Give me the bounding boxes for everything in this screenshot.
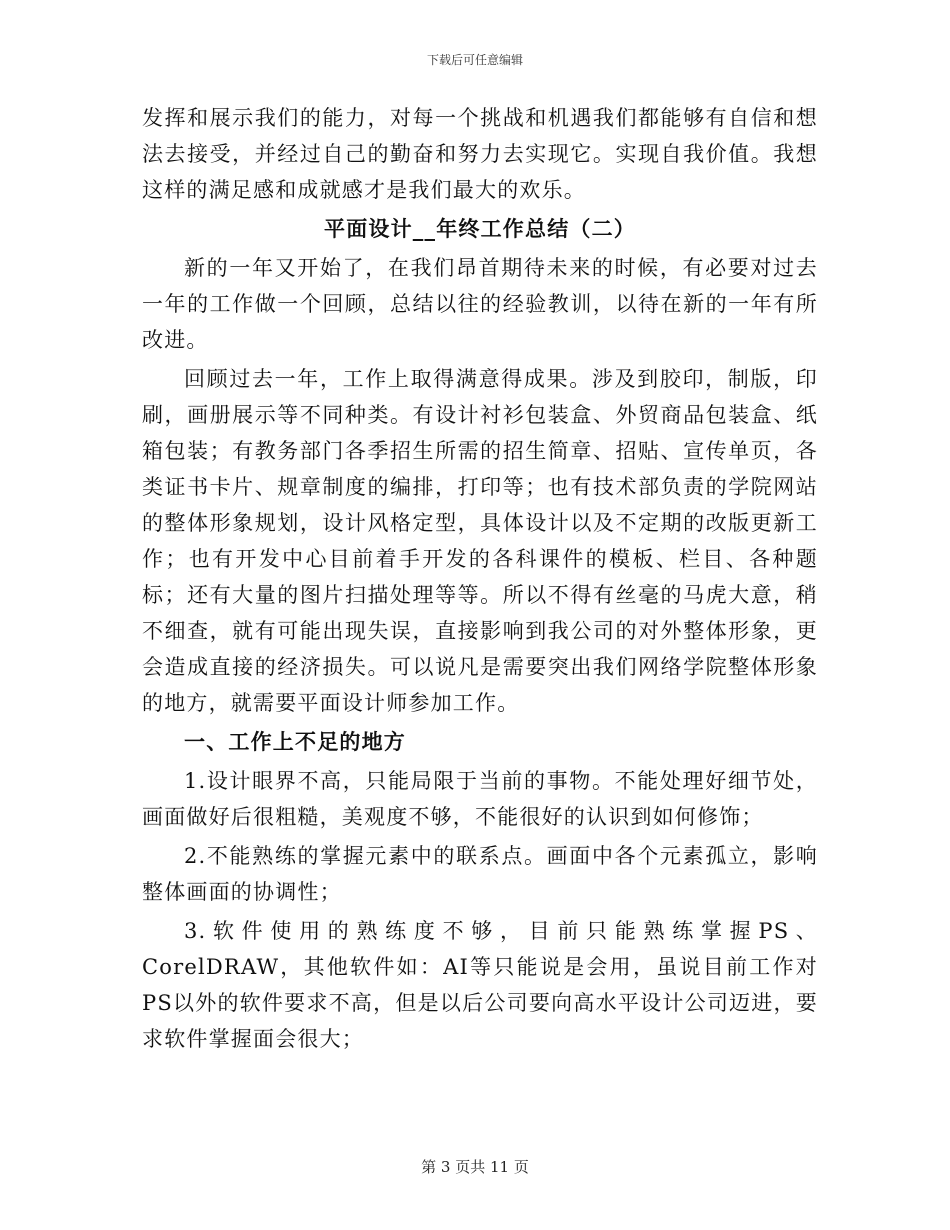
paragraph-continuation: 发挥和展示我们的能力，对每一个挑战和机遇我们都能够有自信和想法去接受，并经过自己的勤奋和努力去实现它。实现自我价值。我想这样的满足感和成就感才是我们最大的欢乐。 xyxy=(142,106,818,202)
list-item-3: 3.软件使用的熟练度不够，目前只能熟练掌握PS、CorelDRAW，其他软件如：AI等只能说是会用，虽说目前工作对PS以外的软件要求不高，但是以后公司要向高水平设计公司迈进，要求软件掌握面会很大； xyxy=(142,919,818,1051)
list-item-1: 1.设计眼界不高，只能局限于当前的事物。不能处理好细节处，画面做好后很粗糙，美观度不够，不能很好的认识到如何修饰； xyxy=(142,769,818,829)
paragraph-review: 回顾过去一年，工作上取得满意得成果。涉及到胶印，制版，印刷，画册展示等不同种类。有设计衬衫包装盒、外贸商品包装盒、纸箱包装；有教务部门各季招生所需的招生简章、招贴、宣传单页，各类证书卡片、规章制度的编排，打印等；也有技术部负责的学院网站的整体形象规划，设计风格定型，具体设计以及不定期的改版更新工作；也有开发中心目前着手开发的各科课件的模板、栏目、各种题标；还有大量的图片扫描处理等等。所以不得有丝毫的马虎大意，稍不细查，就有可能出现失误，直接影响到我公司的对外整体形象，更会造成直接的经济损失。可以说凡是需要突出我们网络学院整体形象的地方，就需要平面设计师参加工作。 xyxy=(142,367,818,715)
page-header: 下载后可任意编辑 xyxy=(426,53,523,67)
heading-shortcomings: 一、工作上不足的地方 xyxy=(184,729,406,754)
document-body xyxy=(142,100,818,1060)
list-item-2: 2.不能熟练的掌握元素中的联系点。画面中各个元素孤立，影响整体画面的协调性； xyxy=(142,844,818,904)
paragraph-intro: 新的一年又开始了，在我们昂首期待未来的时候，有必要对过去一年的工作做一个回顾，总结以往的经验教训，以待在新的一年有所改进。 xyxy=(142,256,818,352)
page-number-footer: 第 3 页共 11 页 xyxy=(421,1158,529,1176)
section-title: 平面设计__年终工作总结（二） xyxy=(324,216,636,241)
